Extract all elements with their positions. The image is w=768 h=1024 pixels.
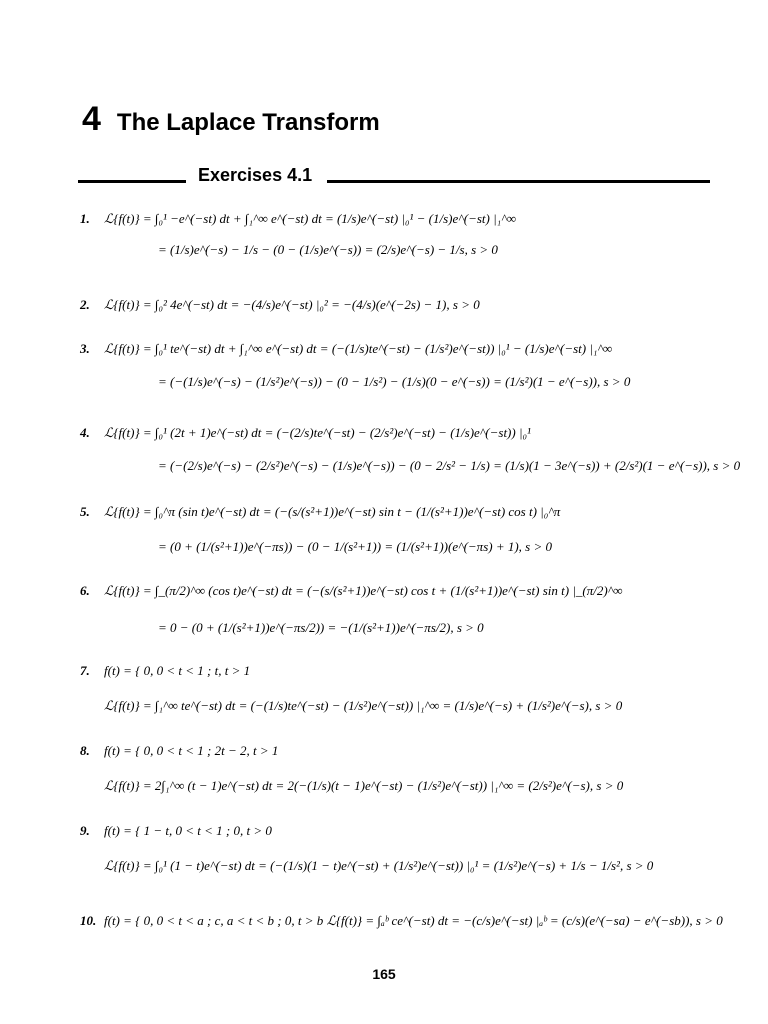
exercise-7 (80, 662, 720, 714)
section-heading (78, 165, 710, 191)
exercise-2 (80, 296, 720, 313)
equation-line: ℒ{f(t)} = ∫₀^π (sin t)e^(−st) dt = (−(s/(s²+1))e^(−st) sin t − (1/(s²+1))e^(−st) cos t) |₀^π (104, 504, 561, 519)
exercise-8 (80, 742, 720, 794)
equation-line: ℒ{f(t)} = 2∫₁^∞ (t − 1)e^(−st) dt = 2(−(1/s)(t − 1)e^(−st) − (1/s²)e^(−st)) |₁^∞ = (2/s²)e^(−s), s > 0 (104, 778, 624, 793)
exercise-number: 8. (80, 743, 90, 758)
equation-line: = (0 + (1/(s²+1))e^(−πs)) − (0 − 1/(s²+1)) = (1/(s²+1))(e^(−πs) + 1), s > 0 (158, 539, 553, 554)
exercise-10 (80, 912, 723, 929)
exercise-number: 6. (80, 583, 90, 598)
exercise-number: 2. (80, 297, 90, 312)
exercise-number: 3. (80, 341, 90, 356)
equation-line: ℒ{f(t)} = ∫₀¹ −e^(−st) dt + ∫₁^∞ e^(−st) dt = (1/s)e^(−st) |₀¹ − (1/s)e^(−st) |₁^∞ (104, 211, 516, 226)
section-rule-left (78, 180, 186, 183)
equation-line: ℒ{f(t)} = ∫_(π/2)^∞ (cos t)e^(−st) dt = (−(s/(s²+1))e^(−st) cos t + (1/(s²+1))e^(−st) sin t) |_(π/2)^∞ (104, 583, 623, 598)
chapter-title: The Laplace Transform (116, 109, 380, 136)
equation-line: ℒ{f(t)} = ∫₀¹ (2t + 1)e^(−st) dt = (−(2/s)te^(−st) − (2/s²)e^(−st) − (1/s)e^(−st)) |₀¹ (104, 425, 531, 440)
equation-line: ℒ{f(t)} = ∫₀¹ (1 − t)e^(−st) dt = (−(1/s)(1 − t)e^(−st) + (1/s²)e^(−st)) |₀¹ = (1/s²)e^(−s) + 1/s − 1/s², s > 0 (104, 858, 654, 873)
piecewise-definition: f(t) = { 0, 0 < t < 1 ; t, t > 1 (104, 663, 251, 678)
section-rule-right (327, 180, 710, 183)
equation-line: f(t) = { 0, 0 < t < a ; c, a < t < b ; 0, t > b ℒ{f(t)} = ∫ₐᵇ ce^(−st) dt = −(c/s)e^(−st) |ₐᵇ = (c/s)(e^(−sa) − e^(−sb)), s > 0 (104, 913, 723, 928)
equation-line: = (−(1/s)e^(−s) − (1/s²)e^(−s)) − (0 − 1/s²) − (1/s)(0 − e^(−s)) = (1/s²)(1 − e^(−s)), s > 0 (158, 374, 631, 389)
exercise-number: 9. (80, 823, 90, 838)
equation-line: ℒ{f(t)} = ∫₀² 4e^(−st) dt = −(4/s)e^(−st) |₀² = −(4/s)(e^(−2s) − 1), s > 0 (104, 297, 480, 312)
equation-line: = (1/s)e^(−s) − 1/s − (0 − (1/s)e^(−s)) = (2/s)e^(−s) − 1/s, s > 0 (158, 242, 498, 257)
piecewise-definition: f(t) = { 0, 0 < t < 1 ; 2t − 2, t > 1 (104, 743, 279, 758)
exercise-number: 1. (80, 211, 90, 226)
exercise-6 (80, 582, 720, 636)
exercise-3 (80, 340, 720, 390)
exercise-1 (80, 210, 720, 258)
chapter-heading (82, 100, 380, 139)
equation-line: = 0 − (0 + (1/(s²+1))e^(−πs/2)) = −(1/(s²+1))e^(−πs/2), s > 0 (158, 620, 484, 635)
section-title: Exercises 4.1 (198, 165, 313, 185)
exercise-number: 5. (80, 504, 90, 519)
piecewise-definition: f(t) = { 1 − t, 0 < t < 1 ; 0, t > 0 (104, 823, 272, 838)
equation-line: ℒ{f(t)} = ∫₀¹ te^(−st) dt + ∫₁^∞ e^(−st) dt = (−(1/s)te^(−st) − (1/s²)e^(−st)) |₀¹ − (1/s)e^(−st) |₁^∞ (104, 341, 613, 356)
equation-line: ℒ{f(t)} = ∫₁^∞ te^(−st) dt = (−(1/s)te^(−st) − (1/s²)e^(−st)) |₁^∞ = (1/s)e^(−s) + (1/s²)e^(−s), s > 0 (104, 698, 623, 713)
exercise-4 (80, 424, 741, 474)
equation-line: = (−(2/s)e^(−s) − (2/s²)e^(−s) − (1/s)e^(−s)) − (0 − 2/s² − 1/s) = (1/s)(1 − 3e^(−s)) + (2/s²)(1 − e^(−s)), s > 0 (158, 458, 741, 473)
exercise-5 (80, 503, 720, 555)
chapter-number: 4 (82, 100, 101, 138)
exercise-number: 4. (80, 425, 90, 440)
exercise-9 (80, 822, 720, 874)
exercise-number: 7. (80, 663, 90, 678)
page-number: 165 (372, 966, 396, 982)
exercise-number: 10. (80, 913, 97, 928)
